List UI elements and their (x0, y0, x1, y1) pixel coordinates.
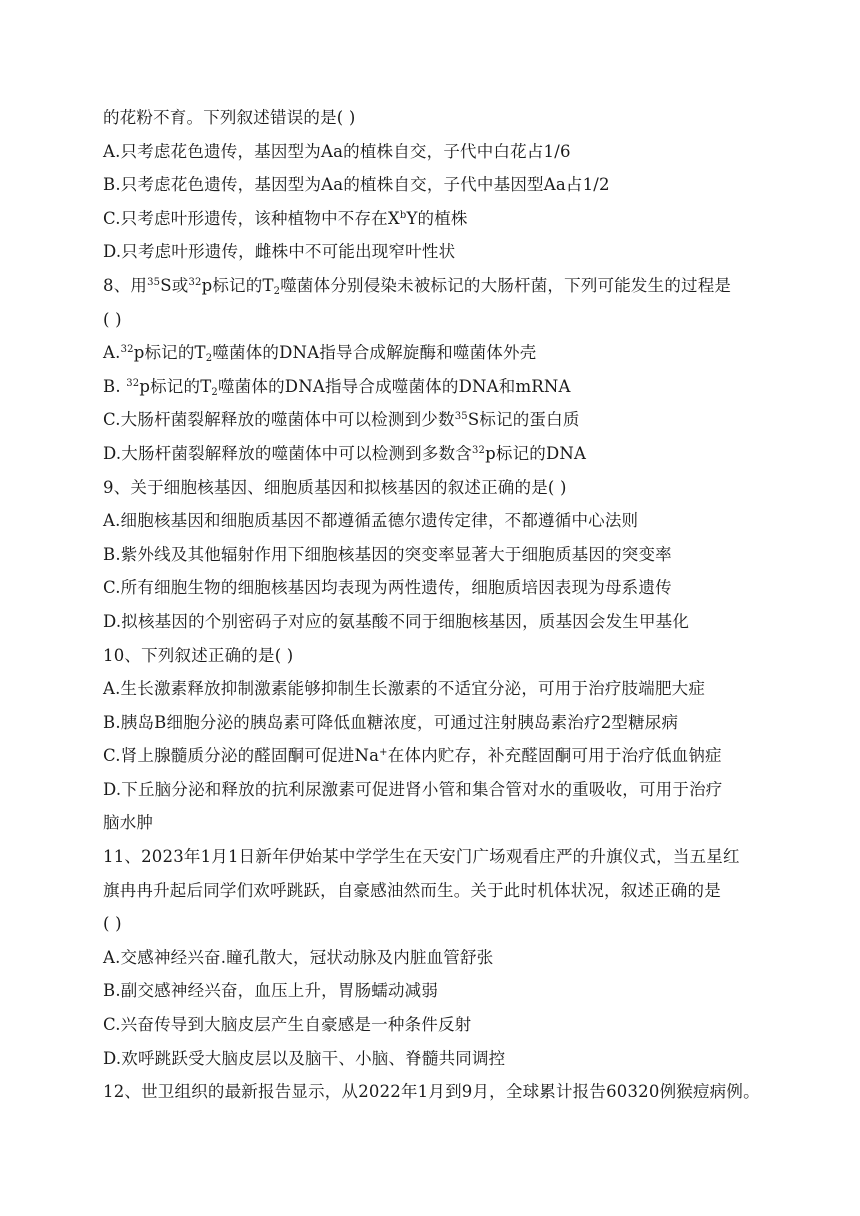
option-q10-a: A.生长激素释放抑制激素能够抑制生长激素的不适宜分泌，可用于治疗肢端肥大症 (103, 679, 706, 699)
question-11-stem-continued: 旗冉冉升起后同学们欢呼跳跃，自豪感油然而生。关于此时机体状况，叙述正确的是 (103, 880, 721, 900)
option-q11-a: A.交感神经兴奋.瞳孔散大，冠状动脉及内脏血管舒张 (103, 947, 494, 967)
question-11-stem: 11、2023年1月1日新年伊始某中学学生在天安门广场观看庄严的升旗仪式，当五星红 (103, 847, 740, 867)
option-q9-b: B.紫外线及其他辐射作用下细胞核基因的突变率显著大于细胞质基因的突变率 (103, 544, 672, 564)
option-q7-b: B.只考虑花色遗传，基因型为Aa的植株自交，子代中基因型Aa占1/2 (103, 175, 610, 195)
option-q10-b: B.胰岛B细胞分泌的胰岛素可降低血糖浓度，可通过注射胰岛素治疗2型糖尿病 (103, 712, 679, 732)
option-q10-d: D.下丘脑分泌和释放的抗利尿激素可促进肾小管和集合管对水的重吸收，可用于治疗 (103, 779, 723, 799)
option-q8-b: B. $^{32}$p标记的$T_2$噬菌体的DNA指导合成噬菌体的DNA和mRNA (103, 376, 571, 398)
option-q10-d-continued: 脑水肿 (103, 813, 154, 833)
answer-blank: ( ) (103, 914, 122, 934)
question-9-stem: 9、关于细胞核基因、细胞质基因和拟核基因的叙述正确的是( ) (103, 477, 567, 497)
option-q11-c: C.兴奋传导到大脑皮层产生自豪感是一种条件反射 (103, 1015, 472, 1035)
option-q8-c: C.大肠杆菌裂解释放的噬菌体中可以检测到少数$^{35}$S标记的蛋白质 (103, 410, 580, 430)
question-8-stem: 8、用$^{35}$S或$^{32}$p标记的$T_2$噬菌体分别侵染未被标记的大肠杆菌，下列可能发生的过程是 (103, 275, 732, 297)
option-q8-a: A.$^{32}$p标记的$T_2$噬菌体的DNA指导合成解旋酶和噬菌体外壳 (103, 343, 537, 365)
text-line-q7-stem-end: 的花粉不育。下列叙述错误的是( ) (103, 108, 356, 127)
option-q7-c: C.只考虑叶形遗传，该种植物中不存在$X^bY$的植株 (103, 208, 468, 228)
question-10-stem: 10、下列叙述正确的是( ) (103, 645, 294, 665)
option-q11-b: B.副交感神经兴奋，血压上升，胃肠蠕动减弱 (103, 981, 439, 1001)
option-q7-d: D.只考虑叶形遗传，雌株中不可能出现窄叶性状 (103, 242, 456, 262)
question-text-body (103, 101, 763, 1109)
option-q9-d: D.拟核基因的个别密码子对应的氨基酸不同于细胞核基因，质基因会发生甲基化 (103, 611, 690, 631)
question-12-stem: 12、世卫组织的最新报告显示，从2022年1月到9月，全球累计报告60320例猴痘病例。 (103, 1082, 760, 1102)
option-q8-d: D.大肠杆菌裂解释放的噬菌体中可以检测到多数含$^{32}$p标记的DNA (103, 443, 587, 463)
option-q10-c: C.肾上腺髓质分泌的醛固酮可促进Na+在体内贮存，补充醛固酮可用于治疗低血钠症 (103, 746, 722, 766)
option-q11-d: D.欢呼跳跃受大脑皮层以及脑干、小脑、脊髓共同调控 (103, 1048, 506, 1068)
option-q7-a: A.只考虑花色遗传，基因型为Aa的植株自交，子代中白花占1/6 (103, 141, 571, 161)
answer-blank: ( ) (103, 309, 122, 329)
option-q9-a: A.细胞核基因和细胞质基因不都遵循孟德尔遗传定律，不都遵循中心法则 (103, 511, 639, 531)
option-q9-c: C.所有细胞生物的细胞核基因均表现为两性遗传，细胞质培因表现为母系遗传 (103, 578, 672, 598)
